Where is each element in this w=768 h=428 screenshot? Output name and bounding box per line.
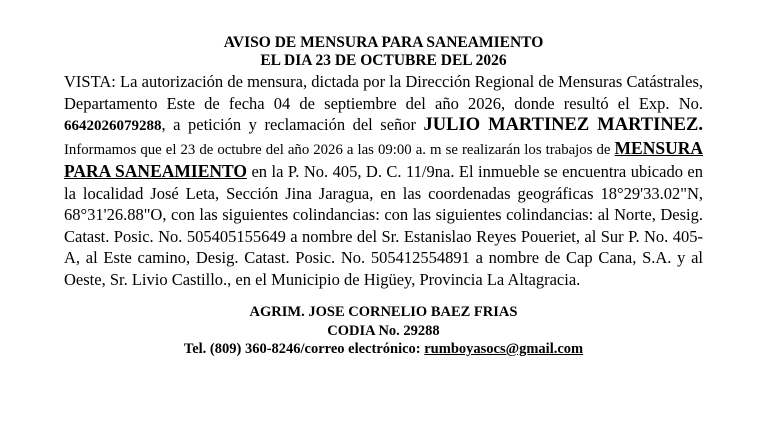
expedient-number: 6642026079288 — [64, 118, 162, 134]
email-link[interactable]: rumboyasocs@gmail.com — [424, 341, 584, 357]
surveyor-name: AGRIM. JOSE CORNELIO BAEZ FRIAS — [249, 304, 518, 320]
notice-date: EL DIA 23 DE OCTUBRE DEL 2026 — [260, 52, 507, 69]
notice-body — [64, 71, 703, 290]
body-petition: , a petición y reclamación del señor — [161, 115, 424, 134]
codia-number: CODIA No. 29288 — [327, 322, 440, 339]
petitioner-name: JULIO MARTINEZ MARTINEZ. — [423, 115, 703, 135]
contact-phone: Tel. (809) 360-8246/correo electrónico: — [183, 341, 425, 357]
work-type: MENSURA PARA SANEAMIENTO — [64, 137, 703, 181]
legal-notice — [64, 34, 703, 359]
notice-title: AVISO DE MENSURA PARA SANEAMIENTO — [223, 34, 544, 51]
body-schedule: Informamos que el 23 de octubre del año 2026 a las 09:00 a. m se realizarán los trabajos de — [64, 141, 615, 158]
signature-block — [64, 303, 703, 359]
body-location: en la P. No. 405, D. C. 11/9na. El inmueble se encuentra ubicado en la localidad José Leta, Sección Jina Jaragua, en las coordenadas geográficas 18°29'33.02"N, 68°31'26.88"O, con las siguientes colindancias: con las siguientes colindancias: al Norte, Desig. Catast. Posic. No. 505405155649 a nombre del Sr. Estanislao Reyes Poueriet, al Sur P. No. 405-A, al Este camino, Desig. Catast. Posic. No. 505412554891 a nombre de Cap Cana, S.A. y al Oeste, Sr. Livio Castillo., en el Municipio de Higüey, Provincia La Altagracia. — [64, 162, 703, 289]
body-intro: VISTA: La autorización de mensura, dictada por la Dirección Regional de Mensuras Catástrales, Departamento Este de fecha 04 de septiembre del año 2026, donde resultó el Exp. No. — [64, 72, 703, 113]
contact-line — [64, 340, 703, 359]
